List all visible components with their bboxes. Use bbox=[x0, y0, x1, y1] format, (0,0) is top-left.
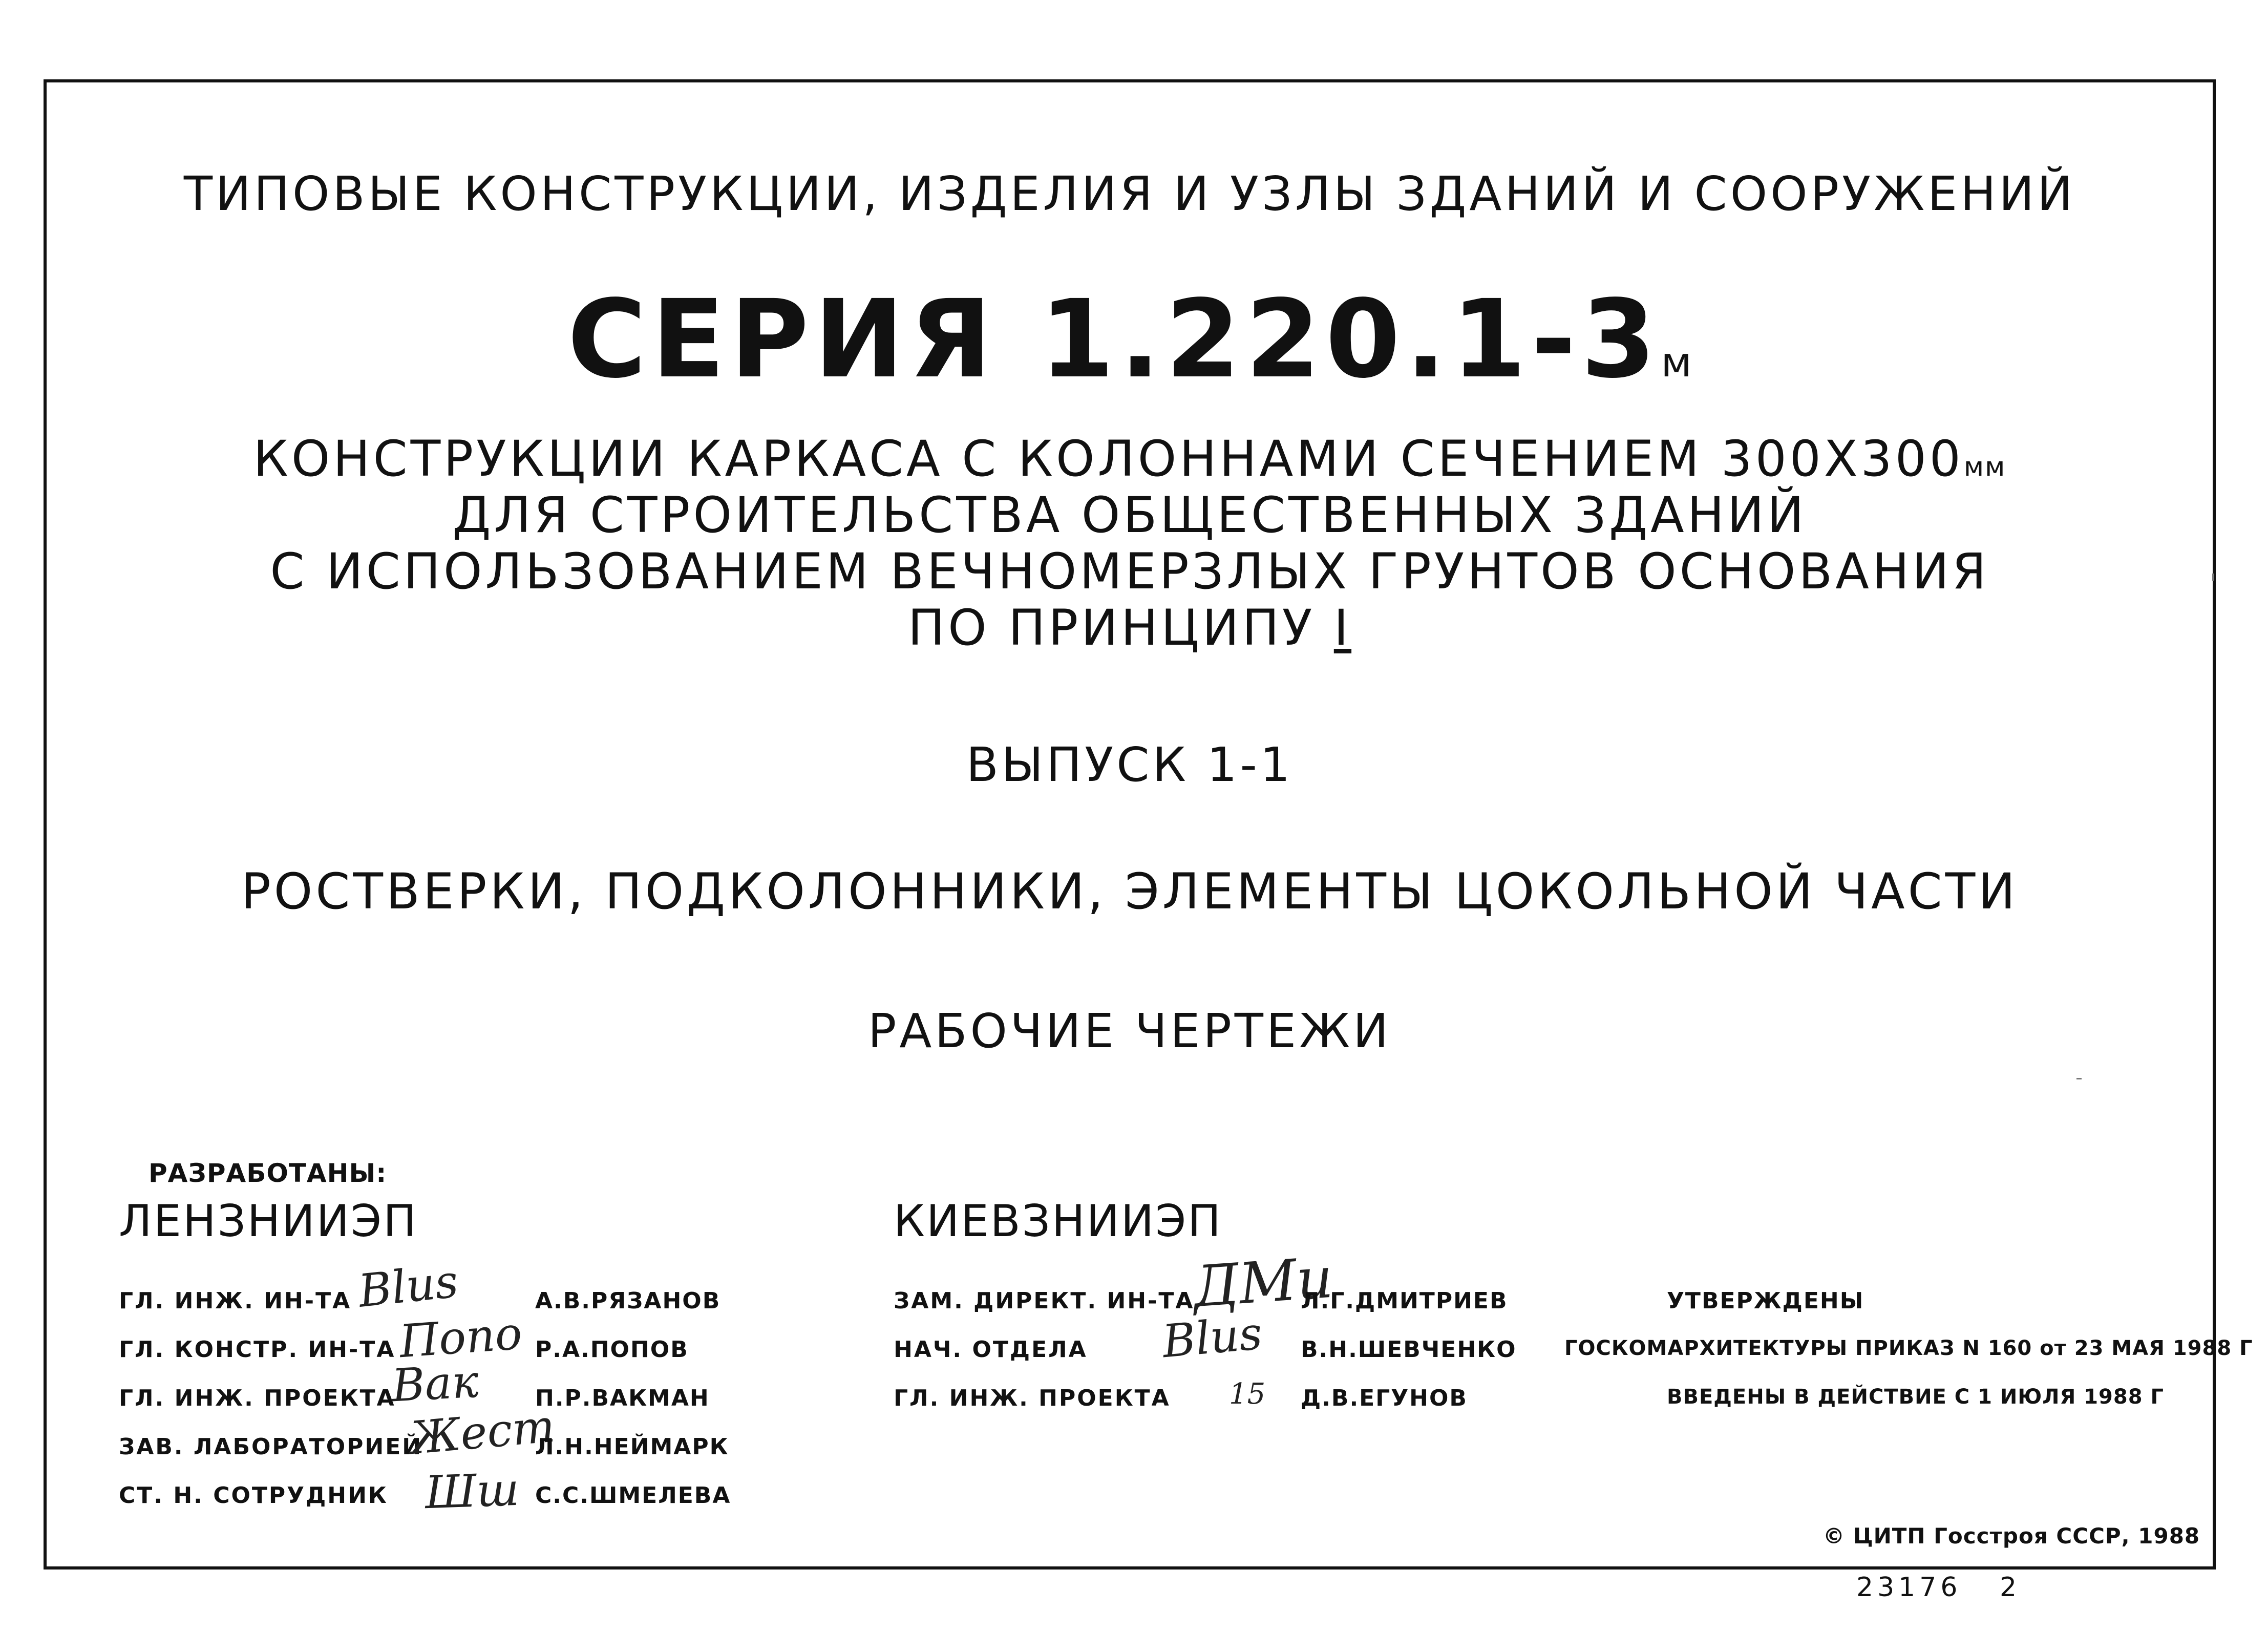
signature-right-1: ДМи bbox=[1191, 1244, 1336, 1320]
document-type: РАБОЧИЕ ЧЕРТЕЖИ bbox=[867, 1004, 1392, 1058]
right-person-3: Д.В.ЕГУНОВ bbox=[1301, 1385, 1468, 1411]
title-line-2: ДЛЯ СТРОИТЕЛЬСТВА ОБЩЕСТВЕННЫХ ЗДАНИЙ bbox=[452, 486, 1807, 544]
approval-title: УТВЕРЖДЕНЫ bbox=[1667, 1288, 1864, 1314]
left-role-4: ЗАВ. ЛАБОРАТОРИЕЙ bbox=[119, 1434, 423, 1460]
signature-left-4: Жест bbox=[408, 1399, 557, 1465]
signature-left-2: Попо bbox=[397, 1306, 524, 1368]
org-left-name: ЛЕНЗНИИЭП bbox=[119, 1196, 418, 1247]
right-role-3: ГЛ. ИНЖ. ПРОЕКТА bbox=[894, 1385, 1171, 1411]
right-role-2: НАЧ. ОТДЕЛА bbox=[894, 1337, 1088, 1363]
scan-mark bbox=[2212, 574, 2214, 581]
series-suffix: м bbox=[1661, 338, 1692, 386]
copyright: © ЦИТП Госстроя СССР, 1988 bbox=[1823, 1523, 2200, 1549]
left-role-3: ГЛ. ИНЖ. ПРОЕКТА bbox=[119, 1385, 396, 1411]
sheet-number: 2 bbox=[2000, 1572, 2021, 1603]
subject-title: РОСТВЕРКИ, ПОДКОЛОННИКИ, ЭЛЕМЕНТЫ ЦОКОЛЬНОЙ ЧАСТИ bbox=[241, 863, 2019, 920]
scan-mark bbox=[2076, 1078, 2082, 1079]
left-person-1: А.В.РЯЗАНОВ bbox=[535, 1288, 721, 1314]
developed-label: РАЗРАБОТАНЫ: bbox=[149, 1158, 387, 1188]
title-line-4-text: ПО ПРИНЦИПУ bbox=[907, 599, 1316, 656]
title-line-1-text: КОНСТРУКЦИИ КАРКАСА С КОЛОННАМИ СЕЧЕНИЕМ 300Х300 bbox=[253, 430, 1964, 487]
left-role-5: СТ. Н. СОТРУДНИК bbox=[119, 1482, 388, 1509]
right-person-2: В.Н.ШЕВЧЕНКО bbox=[1301, 1337, 1517, 1363]
title-line-1 bbox=[44, 430, 2216, 487]
org-right-name: КИЕВЗНИИЭП bbox=[894, 1196, 1222, 1247]
title-line-4 bbox=[44, 599, 2216, 656]
approval-order: ГОСКОМАРХИТЕКТУРЫ ПРИКАЗ N 160 от 23 МАЯ 1988 Г bbox=[1564, 1337, 2253, 1360]
header-title: ТИПОВЫЕ КОНСТРУКЦИИ, ИЗДЕЛИЯ И УЗЛЫ ЗДАНИЙ И СООРУЖЕНИЙ bbox=[183, 166, 2076, 221]
document-code: 23176 bbox=[1856, 1572, 1962, 1603]
signature-right-2: Blus bbox=[1160, 1306, 1264, 1368]
title-line-4-roman: I bbox=[1333, 599, 1352, 656]
signature-left-1: Blus bbox=[356, 1255, 461, 1318]
title-line-1-unit: мм bbox=[1963, 452, 2006, 482]
signature-left-5: Шш bbox=[424, 1462, 520, 1519]
right-person-1: Л.Г.ДМИТРИЕВ bbox=[1301, 1288, 1508, 1314]
signature-right-3: 15 bbox=[1229, 1377, 1266, 1411]
series-label: СЕРИЯ 1.220.1-3 bbox=[567, 277, 1661, 402]
series-title bbox=[44, 277, 2216, 402]
left-person-3: П.Р.ВАКМАН bbox=[535, 1385, 710, 1411]
title-line-3: С ИСПОЛЬЗОВАНИЕМ ВЕЧНОМЕРЗЛЫХ ГРУНТОВ ОСНОВАНИЯ bbox=[270, 543, 1989, 600]
right-role-1: ЗАМ. ДИРЕКТ. ИН-ТА bbox=[894, 1288, 1195, 1314]
approval-effective: ВВЕДЕНЫ В ДЕЙСТВИЕ С 1 ИЮЛЯ 1988 Г bbox=[1667, 1385, 2164, 1409]
left-person-2: Р.А.ПОПОВ bbox=[535, 1337, 689, 1363]
left-person-4: Л.Н.НЕЙМАРК bbox=[535, 1434, 729, 1460]
issue-title: ВЫПУСК 1-1 bbox=[966, 737, 1294, 792]
left-person-5: С.С.ШМЕЛЕВА bbox=[535, 1482, 731, 1509]
left-role-2: ГЛ. КОНСТР. ИН-ТА bbox=[119, 1337, 396, 1363]
left-role-1: ГЛ. ИНЖ. ИН-ТА bbox=[119, 1288, 352, 1314]
signature-left-3: Вак bbox=[390, 1354, 480, 1412]
